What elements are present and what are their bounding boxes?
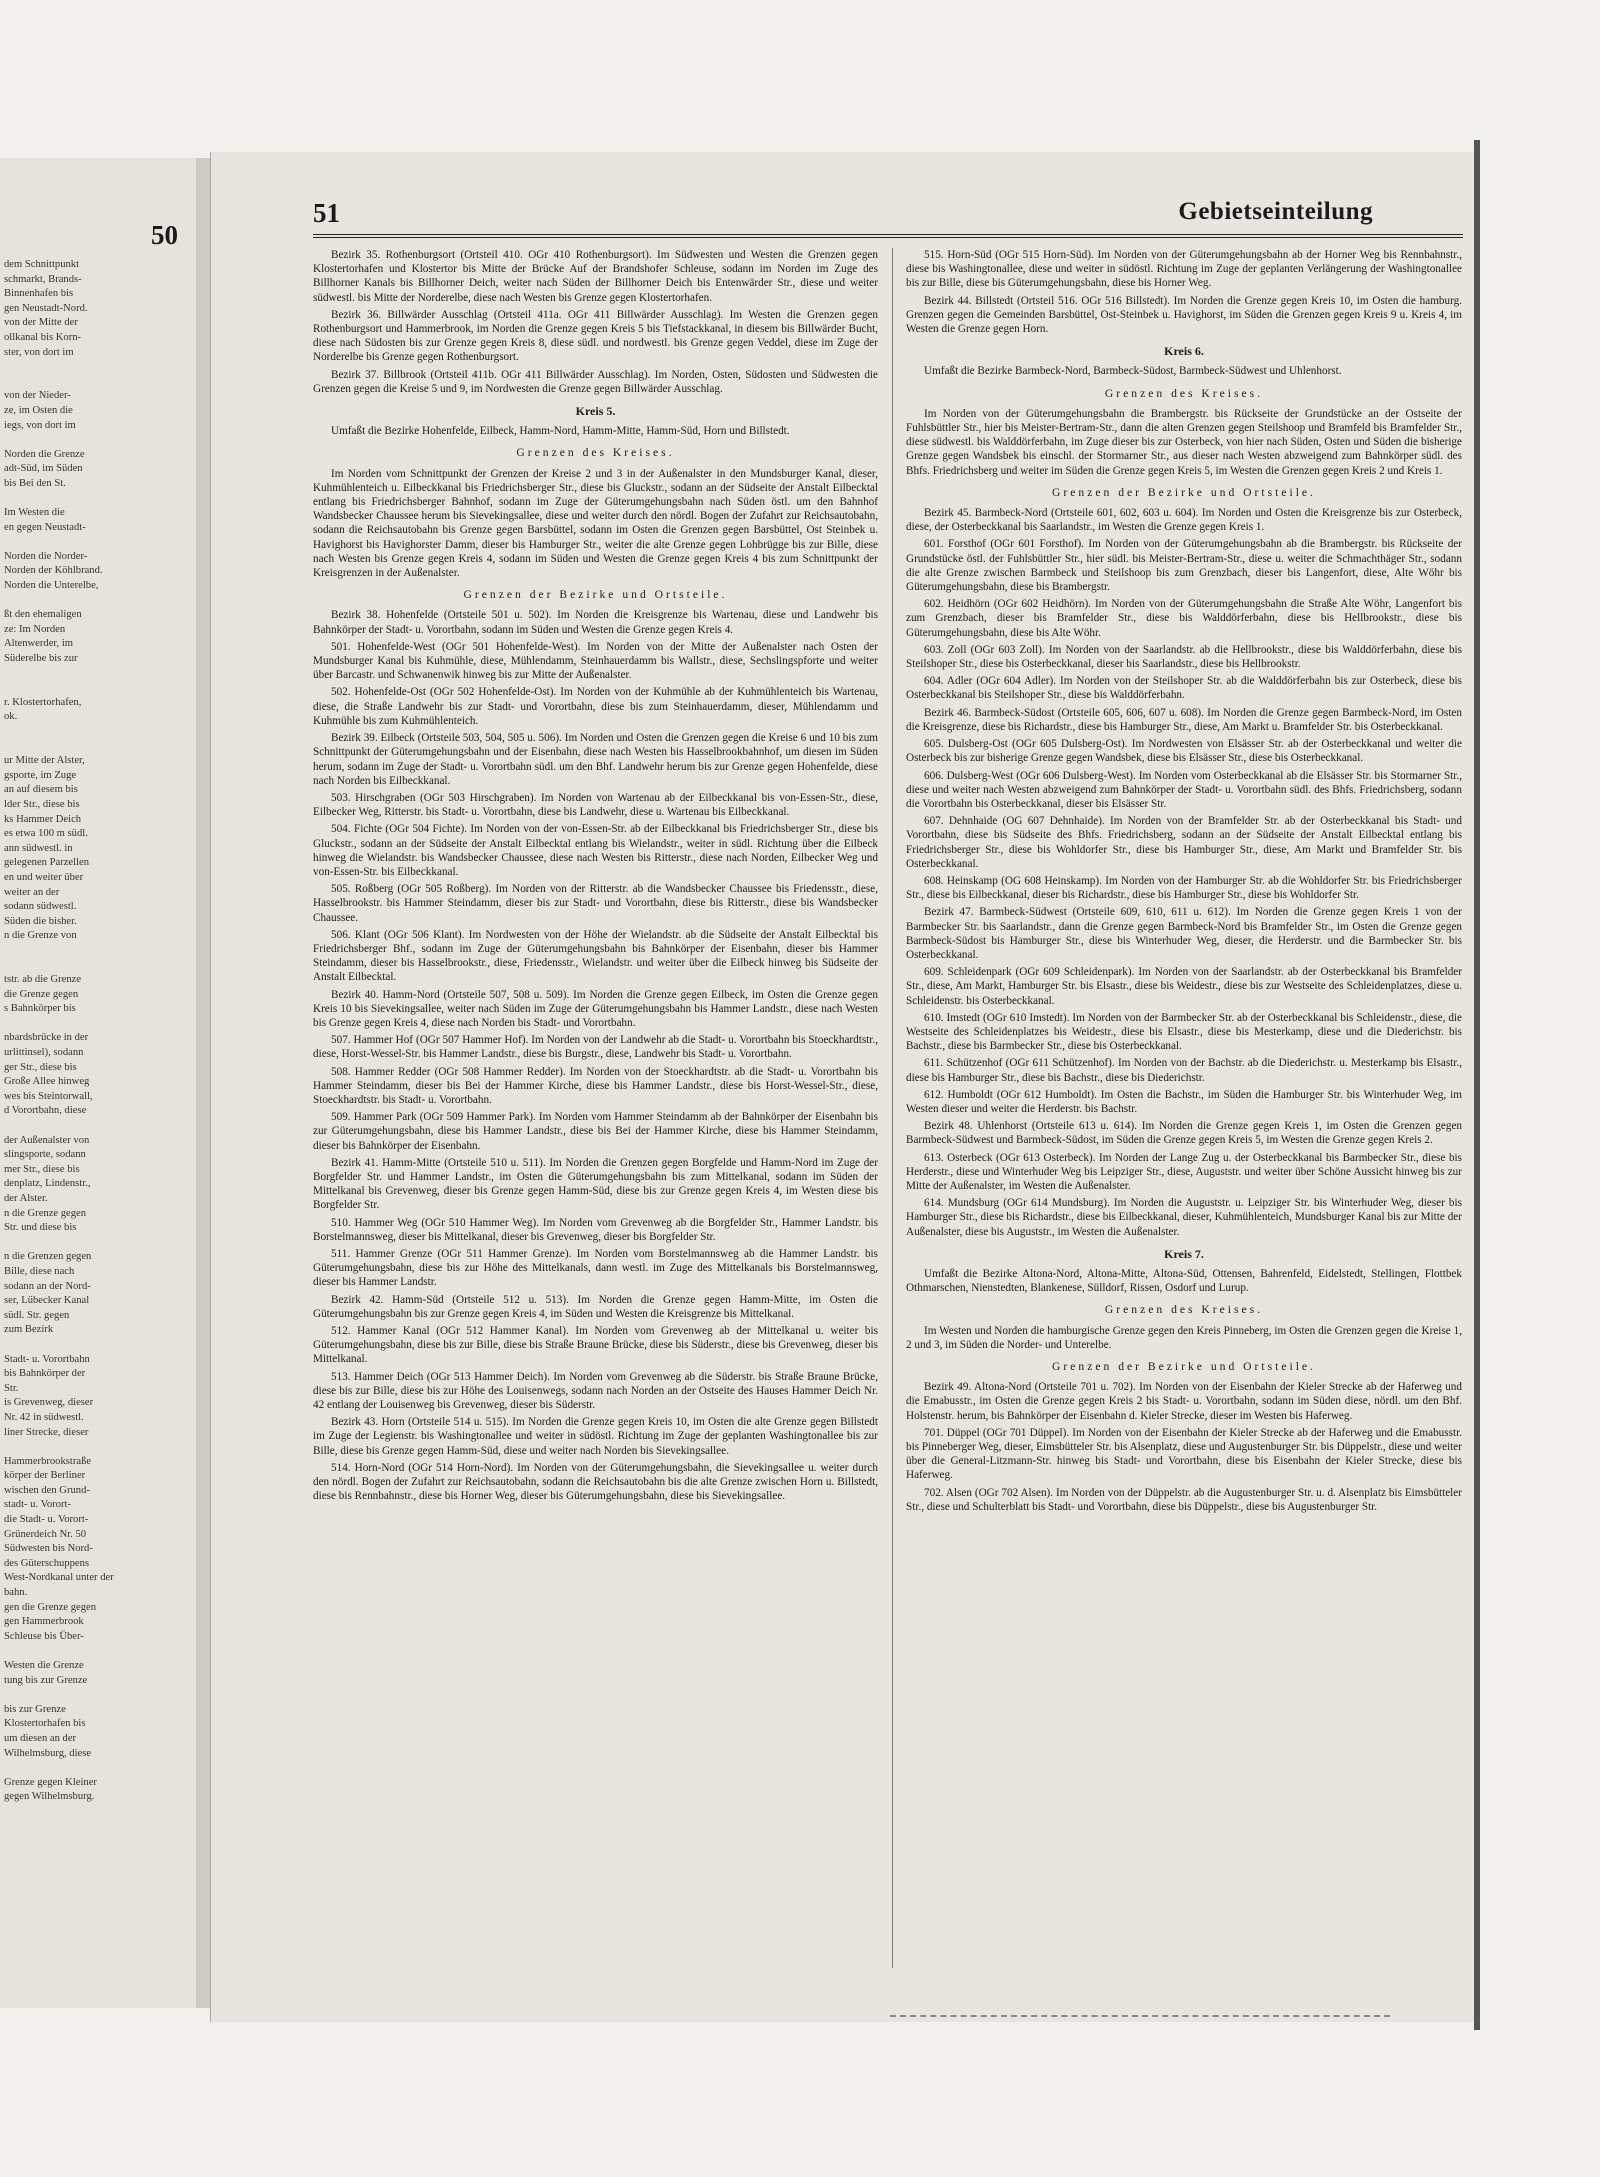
paragraph: 613. Osterbeck (OGr 613 Osterbeck). Im Norden der Lange Zug u. der Osterbeckkanal bis Barmbecker Str., diese bis Herderstr., diese und Winterhuder Weg bis Leipziger Str., diese, Auguststr. und weiter über Schöne Aussicht hinweg bis zur Mitte der Außenalster, im Westen die Außenalster. — [906, 1151, 1462, 1192]
paragraph: 611. Schützenhof (OGr 611 Schützenhof). Im Norden von der Bachstr. ab die Diederichstr. u. Mesterkamp bis Elsastr., diese bis Hamburger Str., diese bis Bachstr., diese bis Diederichstr. — [906, 1057, 1462, 1084]
page-number: 51 — [313, 198, 340, 228]
paragraph: Bezirk 45. Barmbeck-Nord (Ortsteile 601, 602, 603 u. 604). Im Norden und Osten die Kreisgrenze bis zur Osterbeck, diese, der Osterbeckkanal bis Saarlandstr., im Westen die Grenze gegen Kreis 1. — [906, 507, 1462, 534]
paragraph: 508. Hammer Redder (OGr 508 Hammer Redder). Im Norden von der Stoeckhardtstr. ab die Stadt- u. Vorortbahn bis Hammer Steindamm, dieser bis Bei der Hammer Kirche, diese bis Hammer Landstr., diese bis Horst-Wessel-Str., diese, Stoeckhardtstr. bis Stadt- u. Vorortbahn. — [313, 1065, 878, 1106]
paragraph: 502. Hohenfelde-Ost (OGr 502 Hohenfelde-Ost). Im Norden von der Kuhmühle ab der Kuhmühlenteich bis Wartenau, diese, die Straße Landwehr bis zur Stadt- und Vorortbahn, diese bis zum Steinhauerdamm, dieser, Mühlendamm und Kuhmühle bis zum Kuhmühlenteich. — [313, 686, 878, 727]
paragraph: 608. Heinskamp (OG 608 Heinskamp). Im Norden von der Hamburger Str. ab die Wohldorfer Str. bis Friedrichsberger Str., diese bis Eilbeckkanal, dieser bis Richardstr., diese bis Hamburger Str., diese bis Wohldorfer Str. — [906, 874, 1462, 902]
paragraph: 509. Hammer Park (OGr 509 Hammer Park). Im Norden vom Hammer Steindamm ab der Bahnkörper der Eisenbahn bis zur Güterumgehungsbahn, diese bis Hammer Landstr., diese bis Bei der Hammer Kirche, diese bis Hammer Steindamm, dieser bis Bahnkörper der Eisenbahn. — [313, 1111, 878, 1152]
previous-page-text: dem Schnittpunkt schmarkt, Brands- Binnenhafen bis gen Neustadt-Nord. von der Mitte der ollkanal bis Korn- ster, von dort im von der Nieder- ze, im Osten die iegs, von dort im Norden die Grenze adt-Süd, im Süden bis Bei den St. Im Westen die en gegen Neustadt- Norden die Norder- Norden der Köhlbrand. Norden die Unterelbe, ßt den ehemaligen ze: Im Norden Altenwerder, im Süderelbe bis zur r. Klostertorhafen, ok. ur Mitte der Alster, gsporte, im Zuge an auf diesem bis lder Str., diese bis ks Hammer Deich es etwa 100 m südl. ann südwestl. in gelegenen Parzellen en und weiter über weiter an der sodann südwestl. Süden die bisher. n die Grenze von tstr. ab die Grenze die Grenze gegen s Bahnkörper bis nbardsbrücke in der urlittinsel), sodann ger Str., diese bis Große Allee hinweg wes bis Steintorwall, d Vorortbahn, diese der Außenalster von slingsporte, sodann mer Str., diese bis denplatz, Lindenstr., der Alster. n die Grenze gegen Str. und diese bis n die Grenzen gegen Bille, diese nach sodann an der Nord- ser, Lübecker Kanal südl. Str. gegen zum Bezirk Stadt- u. Vorortbahn bis Bahnkörper der Str. is Grevenweg, dieser Nr. 42 in südwestl. liner Strecke, dieser Hammerbrookstraße körper der Berliner wischen den Grund- stadt- u. Vorort- die Stadt- u. Vorort- Grünerdeich Nr. 50 Südwesten bis Nord- des Güterschuppens West-Nordkanal unter der bahn. gen die Grenze gegen gen Hammerbrook Schleuse bis Über- Westen die Grenze tung bis zur Grenze bis zur Grenze Klostertorhafen bis um diesen an der Wilhelmsburg, diese Grenze gegen Kleiner gegen Wilhelmsburg. — [4, 259, 114, 1803]
paragraph: Bezirk 37. Billbrook (Ortsteil 411b. OGr 411 Billwärder Ausschlag). Im Norden, Osten, Südosten und Südwesten die Grenzen gegen die Kreise 5 und 9, im Nordwesten die Grenze gegen Billwärder Ausschlag. — [313, 368, 878, 395]
paragraph: Bezirk 41. Hamm-Mitte (Ortsteile 510 u. 511). Im Norden die Grenzen gegen Borgfelde und Hamm-Nord im Zuge der Borgfelder Str. und Hammer Landstr., im Osten die Güterumgehungsbahn bis zum Mittelkanal, sodann im Süden der Mittelkanal bis Grevenweg, dieser bis Grenze gegen Hamm-Süd, diese bis zur Grenze gegen Kreis 4, im Westen diese bis Borgfelder Str. — [313, 1156, 878, 1212]
page-header — [313, 196, 1463, 238]
paragraph: 501. Hohenfelde-West (OGr 501 Hohenfelde-West). Im Norden von der Mitte der Außenalster nach Osten der Mundsburger Kanal bis Kuhmühle, diese, Mühlendamm, Steinhauerdamm bis Wallstr., diese, Sechslingspforte und weiter über Barcastr. und Schwanenwik hinweg bis zur Mitte der Außenalster. — [313, 640, 878, 682]
paragraph: 606. Dulsberg-West (OGr 606 Dulsberg-West). Im Norden vom Osterbeckkanal ab die Elsässer Str. bis Stormarner Str., diese und weiter nach Westen abzweigend zum Bahnkörper der Stadt- u. Vorortbahn südl. des Bhfs. Friedrichsberg, sodann die Vorortbahn bis Osterbeckkanal, dieser bis Elsässer Str. — [906, 769, 1462, 810]
paragraph: Umfaßt die Bezirke Barmbeck-Nord, Barmbeck-Südost, Barmbeck-Südwest und Uhlenhorst. — [924, 365, 1342, 378]
paragraph: Bezirk 40. Hamm-Nord (Ortsteile 507, 508 u. 509). Im Norden die Grenze gegen Eilbeck, im Osten die Grenze gegen Kreis 10 bis Sievekingsallee, weiter nach Süden im Zuge der Güterumgehungsbahn bis Hammer Landstr., diese nach Westen bis Grenze gegen Kreis 4, diese nach Norden bis Stadt- und Vorortbahn. — [313, 988, 878, 1029]
paragraph: Bezirk 43. Horn (Ortsteile 514 u. 515). Im Norden die Grenze gegen Kreis 10, im Osten die alte Grenze gegen Billstedt im Zuge der Legienstr. bis Washingtonallee und weiter in südöstl. Richtung im Zuge der geplanten Washingtonallee bis zur Bille, diese bis Grenze gegen Hamm-Süd, diese und weiter nach Norden bis Sievekingsallee. — [313, 1416, 878, 1457]
running-title: Gebietseinteilung — [1178, 198, 1373, 225]
paragraph: Bezirk 36. Billwärder Ausschlag (Ortsteil 411a. OGr 411 Billwärder Ausschlag). Im Westen die Grenzen gegen Rothenburgsort und Hammerbrook, im Norden die Grenze gegen Kreis 5 bis Tiefstackkanal, in diesem bis Billwärder Bucht, diese nach Südosten bis zur Grenze gegen Kreis 8, diese südl. und nordwestl. bis Grenze gegen Veddel, diese im Zuge der Norderelbe bis Grenze gegen Rothenburgsort. — [313, 308, 878, 364]
section-heading: Kreis 5. — [575, 404, 616, 419]
section-heading: Kreis 6. — [1164, 344, 1204, 359]
paragraph: 612. Humboldt (OGr 612 Humboldt). Im Osten die Bachstr., im Süden die Hamburger Str. bis Winterhuder Weg, im Westen dieser und weiter die Herderstr. bis Bachstr. — [906, 1088, 1462, 1115]
paragraph: 607. Dehnhaide (OG 607 Dehnhaide). Im Norden von der Bramfelder Str. ab der Osterbeckkanal bis Stadt- und Vorortbahn, diese bis Südseite des Bhfs. Friedrichsberg, sodann an der Südseite der Anstalt Eilbecktal entlang bis Friedrichsberger Str., diese bis Wohldorfer Str., diese bis Hamburger Str., diese, Am Markt und Bramfelder Str. bis Osterbeckkanal. — [906, 815, 1462, 870]
subsection-heading: Grenzen des Kreises. — [1104, 1303, 1264, 1317]
subsection-heading: Grenzen der Bezirke und Ortsteile. — [463, 588, 728, 602]
paragraph: Bezirk 49. Altona-Nord (Ortsteile 701 u. 702). Im Norden von der Eisenbahn der Kieler Strecke ab der Haferweg und die Emabusstr., im Osten die Grenze gegen Kreis 2 bis Stadt- u. Vorortbahn, sodann im Süden diese, nördl. um den Bhf. Holstenstr. herum, bis Bahnkörper der Eisenbahn d. Kieler Strecke, dieser im Westen bis Haferweg. — [906, 1381, 1462, 1422]
section-heading: Kreis 7. — [1164, 1246, 1204, 1261]
subsection-heading: Grenzen des Kreises. — [1104, 386, 1264, 400]
previous-page-number: 50 — [151, 220, 178, 250]
paragraph: 614. Mundsburg (OGr 614 Mundsburg). Im Norden die Auguststr. u. Leipziger Str. bis Winterhuder Weg, dieser bis Hamburger Str., diese bis Richardstr., diese bis Eilbeckkanal, dieser, Kuhmühlenteich, Mundsburger Kanal bis zur Mitte der Außenalster, diese bis Auguststr., im Westen die Außenalster. — [906, 1197, 1462, 1238]
paragraph: Im Norden von der Güterumgehungsbahn die Brambergstr. bis Rückseite der Grundstücke an der Ostseite der Fuhlsbüttler Str., hier bis Meister-Bertram-Str., dann die alten Grenzen gegen Steilshoop und Bramfeld bis Bramfelder Str., diese südwestl. bis Walddörferbahn, im Zuge dieser bis zur Osterbeck, von hier nach Süden, Osten und Süden die bisherige Grenze gegen Wandsbek bis einschl. der Stormarner Str., aus dieser nach Westen abzweigend zum Bahnkörper südl. des Bhfs. Friedrichsberg und weiter im Süden die Grenze gegen Kreis 5, im Westen die Grenzen gegen Kreis 2 und Kreis 1. — [906, 407, 1462, 477]
subsection-heading: Grenzen des Kreises. — [516, 446, 675, 460]
paragraph: 504. Fichte (OGr 504 Fichte). Im Norden von der von-Essen-Str. ab der Eilbeckkanal bis Friedrichsberger Str., diese bis Gluckstr., sodann an der Südseite der Anstalt Eilbecktal entlang bis Wielandstr., weiter in südl. Richtung über die Eilbeck hinweg die Wielandstr. bis Wandsbecker Chaussee, diese nach Westen bis Ritterstr., diese nach Norden, Eilbecker Weg und von-Essen-Str. bis Eilbeckkanal. — [313, 823, 878, 878]
paragraph: Umfaßt die Bezirke Altona-Nord, Altona-Mitte, Altona-Süd, Ottensen, Bahrenfeld, Eidelstedt, Stellingen, Flottbek Othmarschen, Nienstedten, Blankenese, Sülldorf, Rissen, Osdorf und Lurup. — [906, 1268, 1462, 1295]
paragraph: 513. Hammer Deich (OGr 513 Hammer Deich). Im Norden vom Grevenweg ab die Süderstr. bis Straße Braune Brücke, diese bis zur Bille, diese bis zur Höhe des Louisenwegs, sodann nach Norden an der Ostseite des Hauses Hammer Deich Nr. 42 entlang der Louisenweg bis Grevenweg, dieser bis Süderstr. — [313, 1370, 878, 1412]
paragraph: 605. Dulsberg-Ost (OGr 605 Dulsberg-Ost). Im Nordwesten von Elsässer Str. ab der Osterbeckkanal und weiter die Osterbeck bis zur bisherige Grenze gegen Wandsbek, diese bis Elsässer Str., diese bis Osterbeckkanal. — [906, 738, 1462, 765]
paragraph: 507. Hammer Hof (OGr 507 Hammer Hof). Im Norden von der Landwehr ab die Stadt- u. Vorortbahn bis Stoeckhardtstr., diese, Horst-Wessel-Str. bis Hammer Landstr., diese bis Burgstr., diese, Landwehr bis Stadt- u. Vorortbahn. — [313, 1034, 878, 1061]
right-text-column — [906, 248, 1462, 1968]
paragraph: Bezirk 44. Billstedt (Ortsteil 516. OGr 516 Billstedt). Im Norden die Grenze gegen Kreis 10, im Osten die hamburg. Grenzen gegen die Gemeinden Barsbüttel, Ost-Steinbek u. Havighorst, im Süden die Grenzen gegen Kreis 9 u. Kreis 4, im Westen die Grenze gegen Horn. — [906, 294, 1462, 336]
paragraph: 609. Schleidenpark (OGr 609 Schleidenpark). Im Norden von der Saarlandstr. ab der Osterbeckkanal bis Bramfelder Str., diese, Am Markt, Hamburger Str. bis Elsastr., diese bis Weidestr., diese bis zur Westseite des Schleidenplatzes, diese u. Schleidenstr. bis Osterbeckkanal. — [906, 966, 1462, 1007]
paragraph: 515. Horn-Süd (OGr 515 Horn-Süd). Im Norden von der Güterumgehungsbahn ab der Horner Weg bis Rennbahnstr., diese bis Washingtonallee, diese und weiter in südöstl. Richtung im Zuge der geplanten Verlängerung der Washingtonallee bis zur Bille, diese bis Güterumgehungsbahn, diese bis Horner Weg. — [906, 249, 1462, 290]
footer-rule — [890, 2015, 1390, 2017]
paragraph: 602. Heidhörn (OGr 602 Heidhörn). Im Norden von der Güterumgehungsbahn die Straße Alte Wöhr, Langenfort bis zum Grenzbach, dieser bis Bramfelder Str., diese bis Walddörferbahn, diese bis Hellbrookstr., diese bis Güterumgehungsbahn, diese bis Alte Wöhr. — [906, 598, 1462, 639]
paragraph: 511. Hammer Grenze (OGr 511 Hammer Grenze). Im Norden vom Borstelmannsweg ab die Hammer Landstr. bis Güterumgehungsbahn, diese bis zur Höhe des Mittelkanals, dann westl. im Zuge des Mittelkanals bis Borstelmannsweg, dieser bis Hammer Landstr. — [313, 1248, 878, 1289]
subsection-heading: Grenzen der Bezirke und Ortsteile. — [1052, 1360, 1316, 1374]
paragraph: 512. Hammer Kanal (OGr 512 Hammer Kanal). Im Norden vom Grevenweg ab der Mittelkanal u. weiter bis Güterumgehungsbahn, diese bis zur Bille, diese bis Straße Braune Brücke, diese bis Süderstr., diese bis Grevenweg, dieser bis Mittelkanal. — [313, 1325, 878, 1366]
paragraph: Im Norden vom Schnittpunkt der Grenzen der Kreise 2 und 3 in der Außenalster in den Mundsburger Kanal, dieser, Kuhmühlenteich u. Eilbeckkanal bis Friedrichsberger Str., diese bis Gluckstr., sodann an der Südseite der Anstalt Eilbecktal entlang bis Friedrichsberger Bahnhof, sodann im Zuge der Güterumgehungsbahn nach Süden östl. um den Bahnhof Wandsbecker Chaussee herum bis Sievekingsallee, diese und weiter durch den nördl. Bogen der Zufahrt zur Reichsautobahn, sodann die Reichsautobahn bis Grenze gegen Barsbüttel, sodann im Osten die Grenzen gegen Barsbüttel, Ost Steinbek u. Havighorst bis Havighorster Damm, dieser bis Hamburger Str., weiter die alte Grenze gegen Lohbrügge bis zur Bille, diese nach Westen bis Grenze gegen Kreis 4, sodann im Süden und Westen die Grenze gegen Kreis 4 bis zum Schnittpunkt der Kreisgrenzen in der Außenalster. — [313, 467, 878, 580]
paragraph: Bezirk 47. Barmbeck-Südwest (Ortsteile 609, 610, 611 u. 612). Im Norden die Grenze gegen Kreis 1 von der Barmbecker Str. bis Saarlandstr., dann die Grenze gegen Barmbeck-Nord bis Bramfelder Str., im Osten die Grenze gegen Barmbeck-Südost bis Hamburger Str., diese bis Winterhuder Weg, dieser, die Herderstr. und die Barmbecker Str. bis Osterbeckkanal. — [906, 906, 1462, 961]
paragraph: 702. Alsen (OGr 702 Alsen). Im Norden von der Düppelstr. ab die Augustenburger Str. u. d. Alsenplatz bis Eimsbütteler Str., diese und Schulterblatt bis Stadt- und Vorortbahn, diese bis Düppelstr., diese bis Augustenburger Str. — [906, 1486, 1462, 1513]
paragraph: 601. Forsthof (OGr 601 Forsthof). Im Norden von der Güterumgehungsbahn ab die Brambergstr. bis Rückseite der Grundstücke östl. der Fuhlsbüttler Str., hier südl. bis Meister-Bertram-Str., diese u. weiter die Schmachthäger Str., sodann die alte Grenze zwischen Barmbeck und Steilshoop bis zum Grenzbach, dieser bis Langenfort, diese, Alte Wöhr bis Güterumgehungsbahn, diese bis Brambergstr. — [906, 538, 1462, 594]
paragraph: Bezirk 38. Hohenfelde (Ortsteile 501 u. 502). Im Norden die Kreisgrenze bis Wartenau, diese und Landwehr bis Bahnkörper der Stadt- u. Vorortbahn, sodann im Süden und Westen die Grenze gegen Kreis 4. — [313, 609, 878, 636]
left-text-column — [313, 248, 878, 1968]
paragraph: 610. Imstedt (OGr 610 Imstedt). Im Norden von der Barmbecker Str. ab der Osterbeckkanal bis Schleidenstr., diese, die Westseite des Schleidenplatzes bis Weidestr., diese bis Elsastr., diese bis Mesterkamp, diese und die Diederichstr. bis Bachstr., diese bis Barmbecker Str., diese bis Osterbeckkanal. — [906, 1011, 1462, 1053]
paragraph: Bezirk 35. Rothenburgsort (Ortsteil 410. OGr 410 Rothenburgsort). Im Südwesten und Westen die Grenzen gegen Klostertorhafen und Klostertor bis Mitte der Brücke Auf der Brandshofer Schleuse, sodann im Norden im Zuge des Billhorner Kanals bis Billhorner Deich, weiter nach Süden der Billhorner Deich bis Entenwärder Str., diese und weiter südwestl. bis Mitte der Norderelbe, diese nach Westen bis Grenze gegen Klostertorhafen. — [313, 249, 878, 304]
subsection-heading: Grenzen der Bezirke und Ortsteile. — [1052, 485, 1316, 499]
paragraph: Im Westen und Norden die hamburgische Grenze gegen den Kreis Pinneberg, im Osten die Grenzen gegen die Kreise 1, 2 und 3, im Süden die Norder- und Unterelbe. — [906, 1324, 1462, 1351]
paragraph: Bezirk 48. Uhlenhorst (Ortsteile 613 u. 614). Im Norden die Grenze gegen Kreis 1, im Osten die Grenzen gegen Barmbeck-Südwest und Barmbeck-Südost, im Süden die Grenze gegen Kreis 5, im Westen die Grenze gegen Kreis 2. — [906, 1120, 1462, 1147]
paragraph: 603. Zoll (OGr 603 Zoll). Im Norden von der Saarlandstr. ab die Hellbrookstr., diese bis Walddörferbahn, diese bis Steilshoper Str., diese bis Osterbeckkanal, dieser bis Saarlandstr., diese bis Hellbrookstr. — [906, 643, 1462, 671]
paragraph: 604. Adler (OGr 604 Adler). Im Norden von der Steilshoper Str. ab die Walddörferbahn bis zur Osterbeck, diese bis Osterbeckkanal bis Steilshoper Str., diese bis Walddörferbahn. — [906, 675, 1462, 702]
column-divider — [892, 248, 893, 1968]
page-edge — [1474, 140, 1480, 2030]
paragraph: 701. Düppel (OGr 701 Düppel). Im Norden von der Eisenbahn der Kieler Strecke ab der Haferweg und die Emabusstr. bis Pinneberger Weg, dieser, Eimsbütteler Str. bis Alsenplatz, diese und Augustenburger Str. bis Düppelstr., diese und weiter über die General-Litzmann-Str. hinweg bis Stadt- und Vorortbahn, diese bis Eisenbahn der Kieler Strecke, diese bis Haferweg. — [906, 1426, 1462, 1482]
paragraph: 503. Hirschgraben (OGr 503 Hirschgraben). Im Norden von Wartenau ab der Eilbeckkanal bis von-Essen-Str., diese, Eilbecker Weg, Ritterstr. bis Stadt- u. Vorortbahn, diese bis Landwehr, diese u. Wartenau bis Eilbeckkanal. — [313, 791, 878, 819]
paragraph: Bezirk 42. Hamm-Süd (Ortsteile 512 u. 513). Im Norden die Grenze gegen Hamm-Mitte, im Osten die Güterumgehungsbahn bis zur Grenze gegen Kreis 4, im Süden und Westen die Kreisgrenze bis Mittelkanal. — [313, 1293, 878, 1320]
paragraph: Bezirk 46. Barmbeck-Südost (Ortsteile 605, 606, 607 u. 608). Im Norden die Grenze gegen Barmbeck-Nord, im Osten die Kreisgrenze, diese bis Richardstr., diese bis Hamburger Str., diese, Am Markt u. Bramfelder Str. bis Osterbeckkanal. — [906, 706, 1462, 733]
paragraph: Bezirk 39. Eilbeck (Ortsteile 503, 504, 505 u. 506). Im Norden und Osten die Grenzen gegen die Kreise 6 und 10 bis zum Schnittpunkt der Güterumgehungsbahn und der Eisenbahn, diese nach Westen bis Hasselbrookbahnhof, um diesen im Süden herum, sodann im Zuge der Stadt- u. Vorortbahn südl. um den Bhf. Landwehr herum bis zur Grenze gegen Hohenfelde, diese nach Norden bis Eilbeckkanal. — [313, 732, 878, 787]
paragraph: 505. Roßberg (OGr 505 Roßberg). Im Norden von der Ritterstr. ab die Wandsbecker Chaussee bis Friedensstr., diese, Hasselbrookstr. bis Hammer Steindamm, dieser bis zur Stadt- und Vorortbahn, diese bis Ritterstr., diese bis Wandsbecker Chaussee. — [313, 883, 878, 924]
paragraph: Umfaßt die Bezirke Hohenfelde, Eilbeck, Hamm-Nord, Hamm-Mitte, Hamm-Süd, Horn und Billstedt. — [331, 425, 790, 438]
paragraph: 514. Horn-Nord (OGr 514 Horn-Nord). Im Norden von der Güterumgehungsbahn, die Sievekingsallee u. weiter durch den nördl. Bogen der Zufahrt zur Reichsautobahn, sodann die Reichsautobahn bis die alte Grenze zwischen Horn u. Billstedt, diese bis Rennbahnstr., diese bis Horner Weg, dieser bis Güterumgehungsbahn, diese bis Sievekingsallee. — [313, 1461, 878, 1503]
previous-page-fragment — [0, 158, 196, 2008]
paragraph: 506. Klant (OGr 506 Klant). Im Nordwesten von der Höhe der Wielandstr. ab die Südseite der Anstalt Eilbecktal bis Friedrichsberger Bhf., sodann im Zuge der Güterumgehungsbahn bis Bahnkörper der Eisenbahn, dieser bis Hammer Steindamm, dieser bis Hasselbrookstr., diese, Friedensstr., Wielandstr. und weiter über die Eilbeck hinweg bis Südseite der Anstalt Eilbecktal. — [313, 928, 878, 984]
paragraph: 510. Hammer Weg (OGr 510 Hammer Weg). Im Norden vom Grevenweg ab die Borgfelder Str., Hammer Landstr. bis Borstelmannsweg, dieser bis Mittelkanal, dieser bis Grevenweg, dieser bis Borgfelder Str. — [313, 1216, 878, 1243]
book-gutter — [196, 158, 210, 2008]
